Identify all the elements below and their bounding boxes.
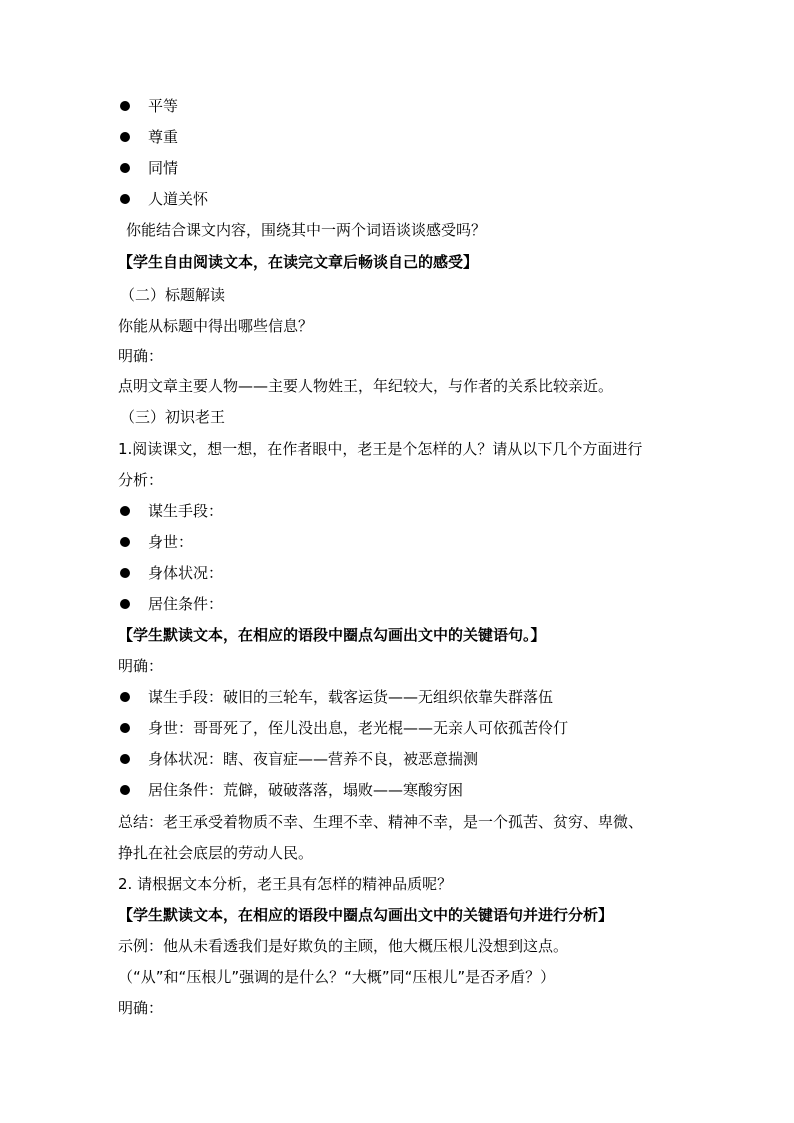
- list-item-text: 身体状况：瞎、夜盲症——营养不良，被恶意揣测: [148, 750, 479, 768]
- list-item-text: 身体状况：: [148, 564, 224, 582]
- bullet-icon: [120, 785, 130, 795]
- list-item: [120, 189, 680, 209]
- bullet-icon: [120, 754, 130, 764]
- bullet-icon: [120, 599, 130, 609]
- list-item: [120, 687, 680, 707]
- list-item: [120, 96, 680, 116]
- list-item-text: 谋生手段：: [148, 502, 224, 520]
- instruction-text: 【学生自由阅读文本，在读完文章后畅谈自己的感受】: [118, 253, 479, 271]
- list-item-text: 谋生手段：破旧的三轮车，载客运货——无组织依靠失群落伍: [148, 688, 554, 706]
- bullet-icon: [120, 723, 130, 733]
- bullet-icon: [120, 692, 130, 702]
- list-item-text: 同情: [148, 159, 179, 177]
- bullet-icon: [120, 194, 130, 204]
- list-item: [120, 594, 680, 614]
- bullet-icon: [120, 132, 130, 142]
- list-item: [120, 749, 680, 769]
- example-note: （“从”和“压根儿”强调的是什么？“大概”同“压根儿”是否矛盾？）: [118, 968, 556, 986]
- summary-text: 总结：老王承受着物质不幸、生理不幸、精神不幸，是一个孤苦、贫穷、卑微、: [118, 813, 644, 831]
- bullet-icon: [120, 163, 130, 173]
- instruction-text: 【学生默读文本，在相应的语段中圈点勾画出文中的关键语句。】: [118, 626, 546, 644]
- question-text: 你能结合课文内容，围绕其中一两个词语谈谈感受吗？: [126, 221, 487, 239]
- question-text: 1.阅读课文，想一想，在作者眼中，老王是个怎样的人？请从以下几个方面进行: [118, 440, 643, 458]
- list-item-text: 居住条件：: [148, 595, 224, 613]
- instruction-text: 【学生默读文本，在相应的语段中圈点勾画出文中的关键语句并进行分析】: [118, 906, 614, 924]
- bullet-icon: [120, 506, 130, 516]
- section-heading: （三）初识老王: [120, 408, 226, 426]
- list-item: [120, 127, 680, 147]
- clarify-label: 明确：: [118, 657, 164, 675]
- list-item-text: 居住条件：荒僻，破破落落，塌败——寒酸穷困: [148, 781, 464, 799]
- list-item-text: 平等: [148, 97, 179, 115]
- list-item-text: 人道关怀: [148, 190, 209, 208]
- list-item: [120, 501, 680, 521]
- bullet-icon: [120, 101, 130, 111]
- clarify-label: 明确：: [118, 347, 164, 365]
- list-item-text: 尊重: [148, 128, 179, 146]
- example-text: 示例：他从未看透我们是好欺负的主顾，他大概压根儿没想到这点。: [118, 937, 569, 955]
- list-item: [120, 563, 680, 583]
- clarify-text: 点明文章主要人物——主要人物姓王，年纪较大，与作者的关系比较亲近。: [118, 377, 614, 395]
- list-item-text: 身世：哥哥死了，侄儿没出息，老光棍——无亲人可依孤苦伶仃: [148, 719, 569, 737]
- question-text-continued: 分析：: [118, 471, 164, 489]
- summary-text-continued: 挣扎在社会底层的劳动人民。: [118, 844, 314, 862]
- list-item: [120, 158, 680, 178]
- bullet-icon: [120, 537, 130, 547]
- bullet-icon: [120, 568, 130, 578]
- question-text: 2. 请根据文本分析，老王具有怎样的精神品质呢？: [118, 875, 453, 893]
- clarify-label: 明确：: [118, 999, 164, 1017]
- list-item: [120, 718, 680, 738]
- list-item: [120, 532, 680, 552]
- list-item-text: 身世：: [148, 533, 194, 551]
- list-item: [120, 780, 680, 800]
- section-heading: （二）标题解读: [120, 286, 226, 304]
- question-text: 你能从标题中得出哪些信息？: [118, 317, 314, 335]
